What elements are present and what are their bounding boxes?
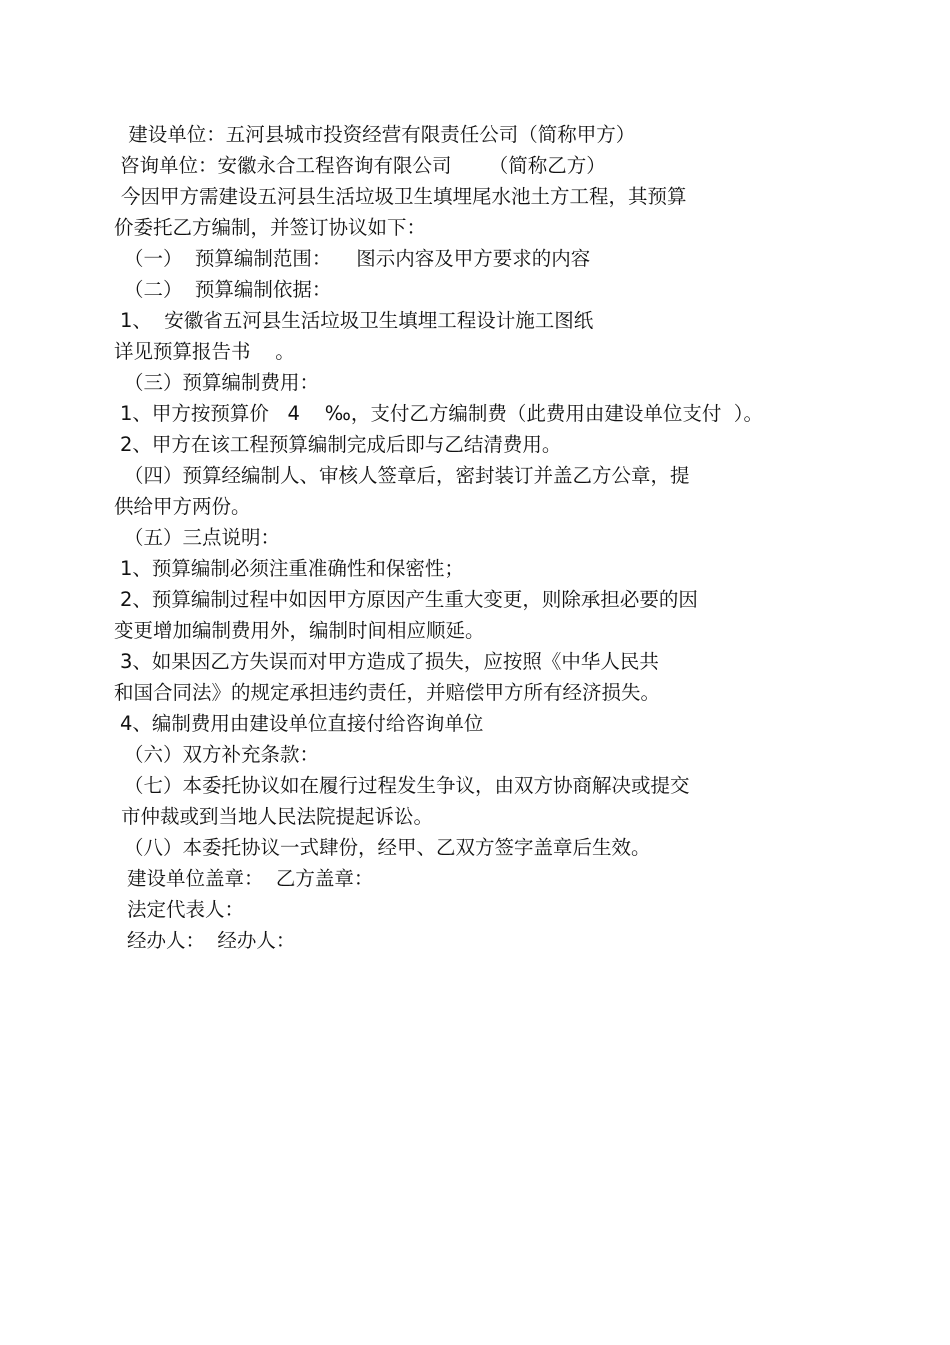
text-line-section-7b: 市仲裁或到当地人民法院提起诉讼。 [121, 805, 434, 828]
text-line-section-4b: 供给甲方两份。 [114, 495, 251, 518]
text-line-note-2a: 2、预算编制过程中如因甲方原因产生重大变更，则除承担必要的因 [120, 588, 698, 611]
text-line-consultant: 咨询单位：安徽永合工程咨询有限公司 （简称乙方） [120, 154, 606, 177]
text-line-section-8: （八）本委托协议一式肆份，经甲、乙双方签字盖章后生效。 [124, 836, 651, 859]
text-line-section-3: （三）预算编制费用： [124, 371, 320, 394]
text-line-section-5: （五）三点说明： [124, 526, 281, 549]
text-line-note-3b: 和国合同法》的规定承担违约责任，并赔偿甲方所有经济损失。 [114, 681, 661, 704]
text-line-basis-1: 1、 安徽省五河县生活垃圾卫生填埋工程设计施工图纸 [120, 309, 594, 332]
text-line-intro-2: 价委托乙方编制，并签订协议如下： [114, 216, 427, 239]
text-line-handlers: 经办人： 经办人： [127, 929, 296, 952]
text-line-basis-2: 详见预算报告书 。 [114, 340, 295, 363]
text-line-note-4: 4、编制费用由建设单位直接付给咨询单位 [120, 712, 484, 735]
text-line-employer: 建设单位：五河县城市投资经营有限责任公司（简称甲方） [122, 123, 636, 146]
text-line-note-2b: 变更增加编制费用外，编制时间相应顺延。 [114, 619, 485, 642]
text-line-section-1: （一） 预算编制范围： 图示内容及甲方要求的内容 [124, 247, 591, 270]
text-line-note-1: 1、预算编制必须注重准确性和保密性； [120, 557, 464, 580]
text-line-section-7a: （七）本委托协议如在履行过程发生争议，由双方协商解决或提交 [124, 774, 690, 797]
text-line-fee-1: 1、甲方按预算价 4 ‰，支付乙方编制费（此费用由建设单位支付 ）。 [120, 402, 764, 425]
text-line-legal-rep: 法定代表人： [127, 898, 245, 921]
text-line-note-3a: 3、如果因乙方失误而对甲方造成了损失，应按照《中华人民共 [120, 650, 659, 673]
text-line-section-6: （六）双方补充条款： [124, 743, 320, 766]
text-line-intro-1: 今因甲方需建设五河县生活垃圾卫生填埋尾水池土方工程，其预算 [121, 185, 687, 208]
text-line-fee-2: 2、甲方在该工程预算编制完成后即与乙结清费用。 [120, 433, 562, 456]
text-line-seals: 建设单位盖章： 乙方盖章： [127, 867, 374, 890]
text-line-section-2: （二） 预算编制依据： [124, 278, 332, 301]
text-line-section-4a: （四）预算经编制人、审核人签章后，密封装订并盖乙方公章，提 [124, 464, 690, 487]
